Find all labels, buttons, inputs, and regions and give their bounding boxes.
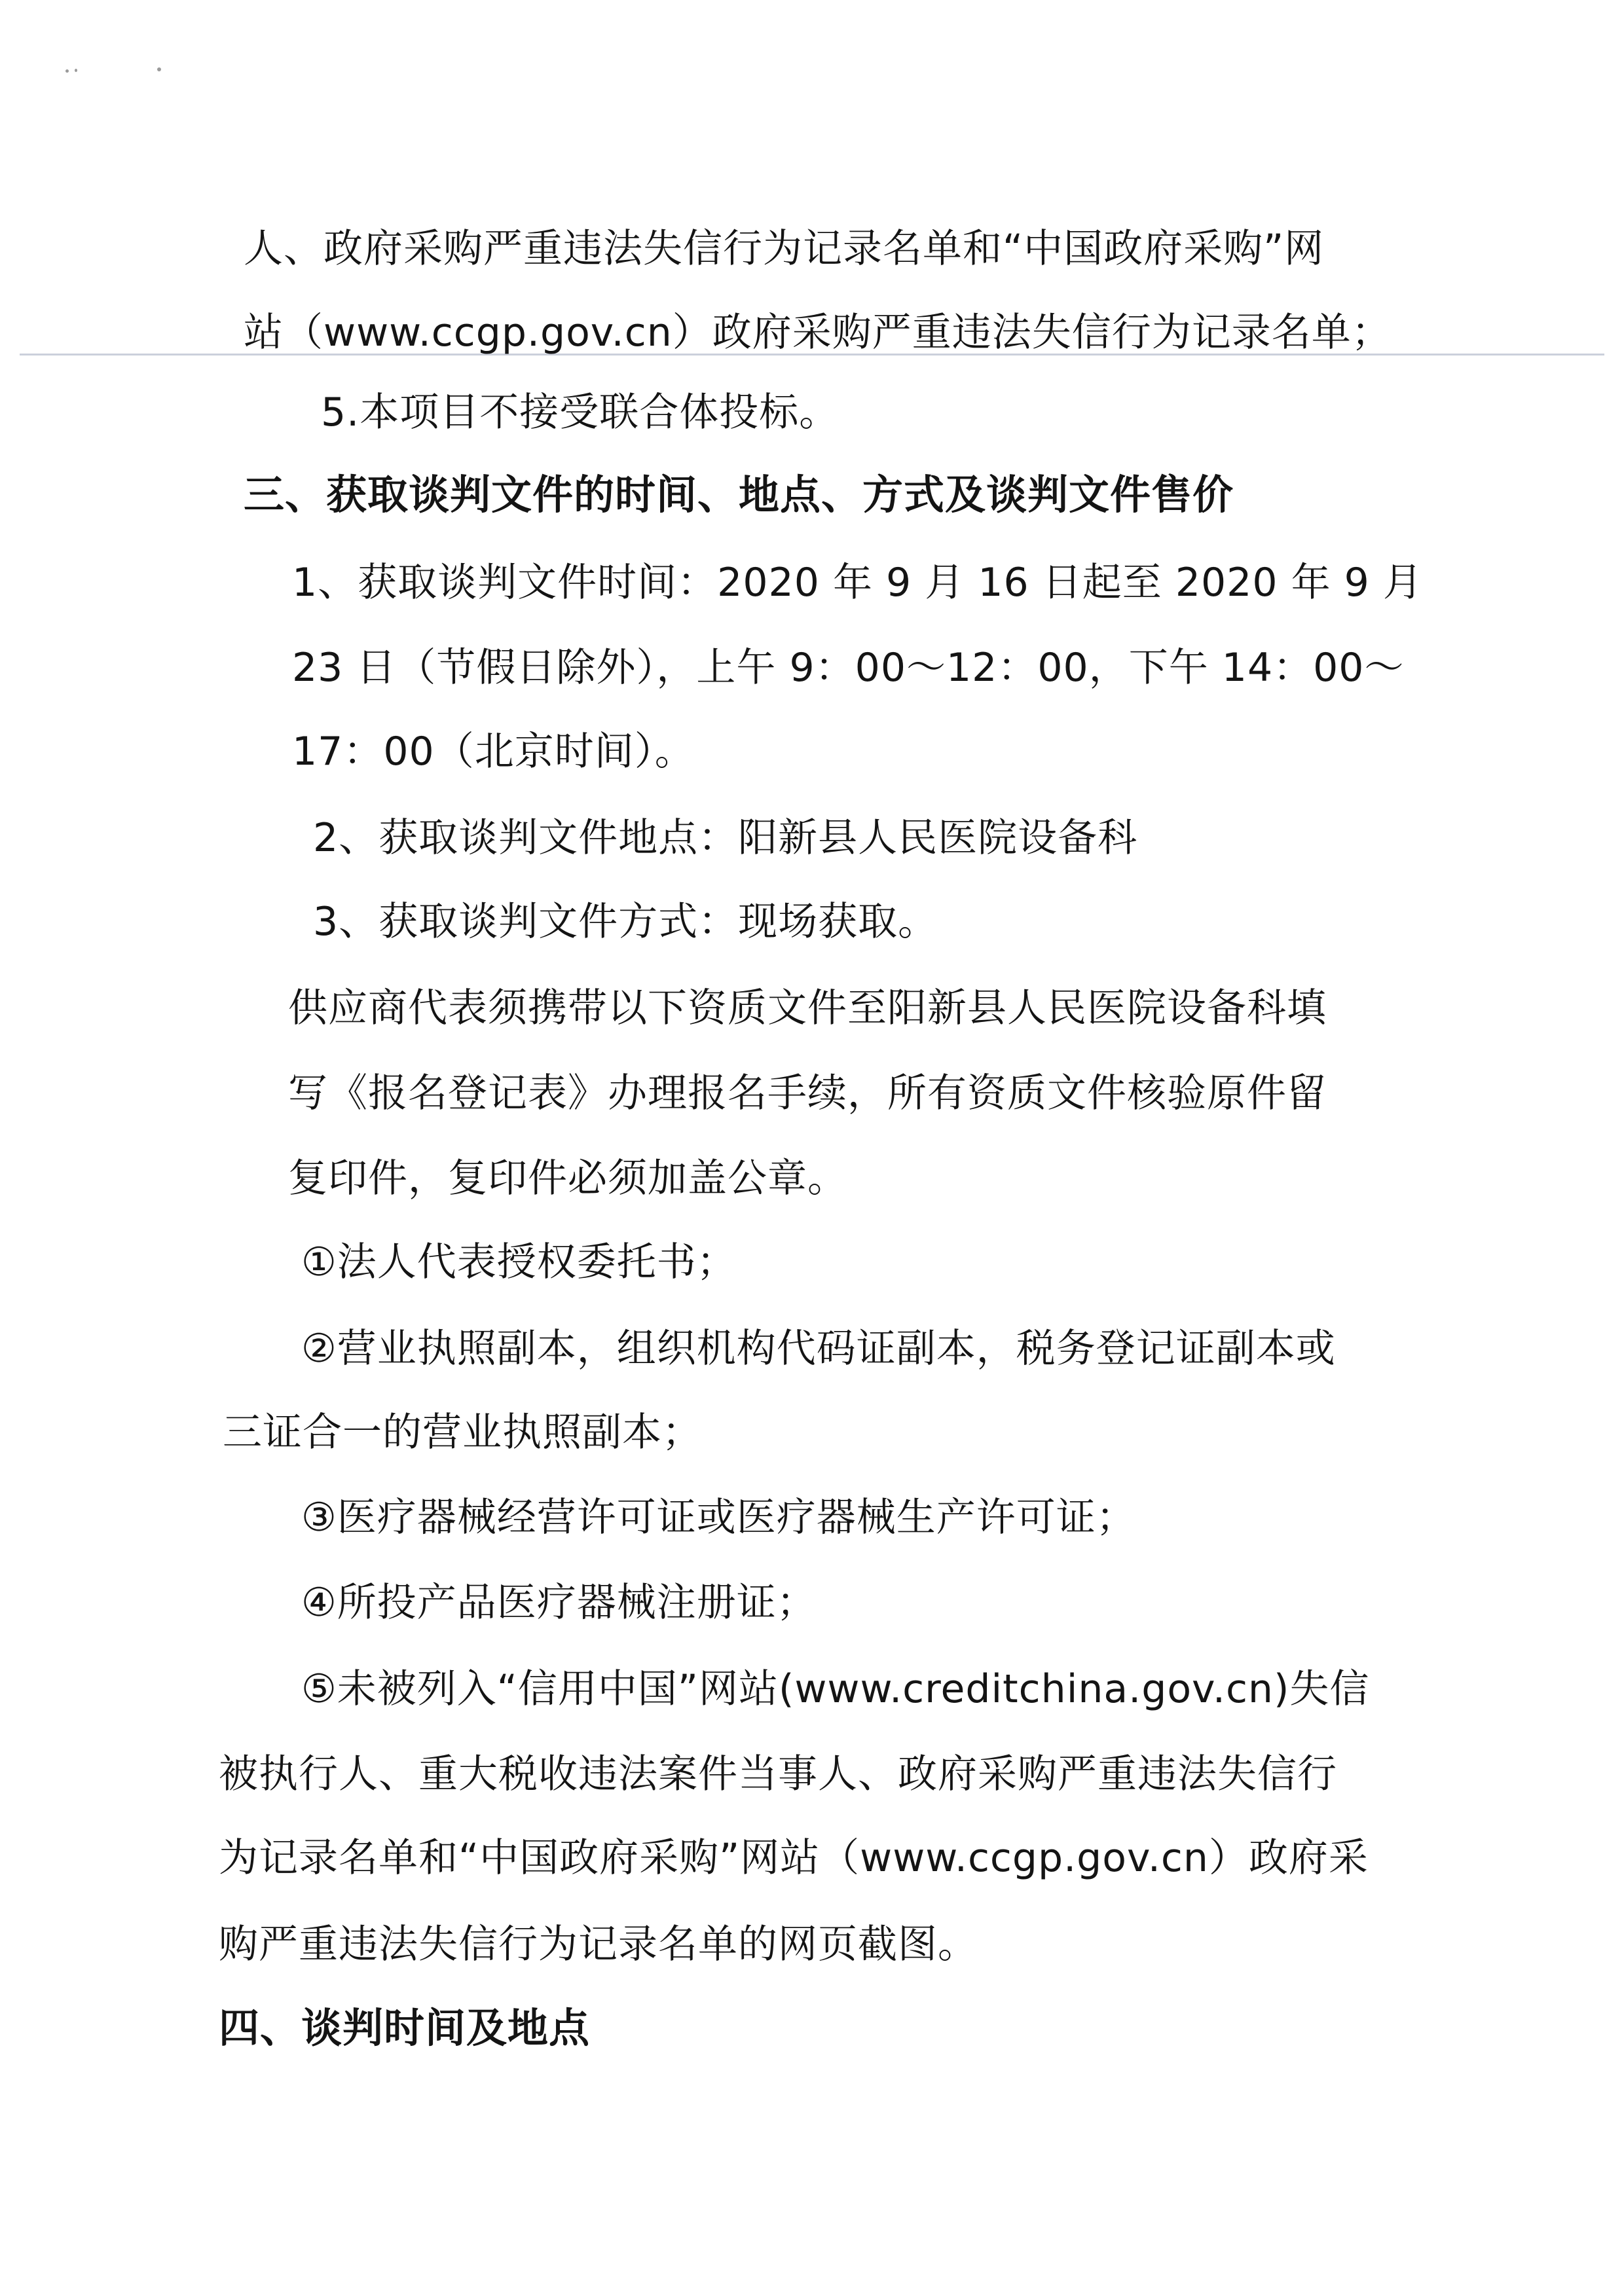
- text-line: 2、获取谈判文件地点：阳新县人民医院设备科: [313, 815, 1138, 861]
- text-line: 供应商代表须携带以下资质文件至阳新县人民医院设备科填: [288, 985, 1327, 1031]
- text-line: 站（www.ccgp.gov.cn）政府采购严重违法失信行为记录名单；: [244, 310, 1392, 355]
- scan-specks: [65, 65, 177, 79]
- text-line: 3、获取谈判文件方式：现场获取。: [313, 899, 938, 945]
- list-item: ③医疗器械经营许可证或医疗器械生产许可证；: [301, 1495, 1136, 1540]
- text-line: 购严重违法失信行为记录名单的网页截图。: [219, 1922, 978, 1967]
- list-item: ①法人代表授权委托书；: [301, 1239, 737, 1285]
- text-line: 复印件，复印件必须加盖公章。: [288, 1156, 847, 1201]
- section-heading: 四、谈判时间及地点: [219, 2004, 591, 2052]
- list-item: ④所投产品医疗器械注册证；: [301, 1580, 817, 1626]
- section-heading: 三、获取谈判文件的时间、地点、方式及谈判文件售价: [244, 471, 1234, 519]
- text-line: 写《报名登记表》办理报名手续，所有资质文件核验原件留: [288, 1070, 1327, 1116]
- text-line: 人、政府采购严重违法失信行为记录名单和“中国政府采购”网: [244, 226, 1325, 272]
- text-line: 23 日（节假日除外），上午 9：00～12：00，下午 14：00～: [292, 645, 1405, 691]
- list-item: ②营业执照副本，组织机构代码证副本，税务登记证副本或: [301, 1326, 1336, 1372]
- text-line: 三证合一的营业执照副本；: [223, 1410, 702, 1455]
- text-line: 17：00（北京时间）。: [292, 729, 695, 774]
- text-line: 5.本项目不接受联合体投标。: [321, 390, 840, 435]
- list-item: ⑤未被列入“信用中国”网站(www.creditchina.gov.cn)失信: [301, 1666, 1370, 1712]
- text-line: 1、获取谈判文件时间：2020 年 9 月 16 日起至 2020 年 9 月: [292, 560, 1423, 606]
- text-line: 为记录名单和“中国政府采购”网站（www.ccgp.gov.cn）政府采: [219, 1835, 1369, 1881]
- text-line: 被执行人、重大税收违法案件当事人、政府采购严重违法失信行: [219, 1751, 1337, 1797]
